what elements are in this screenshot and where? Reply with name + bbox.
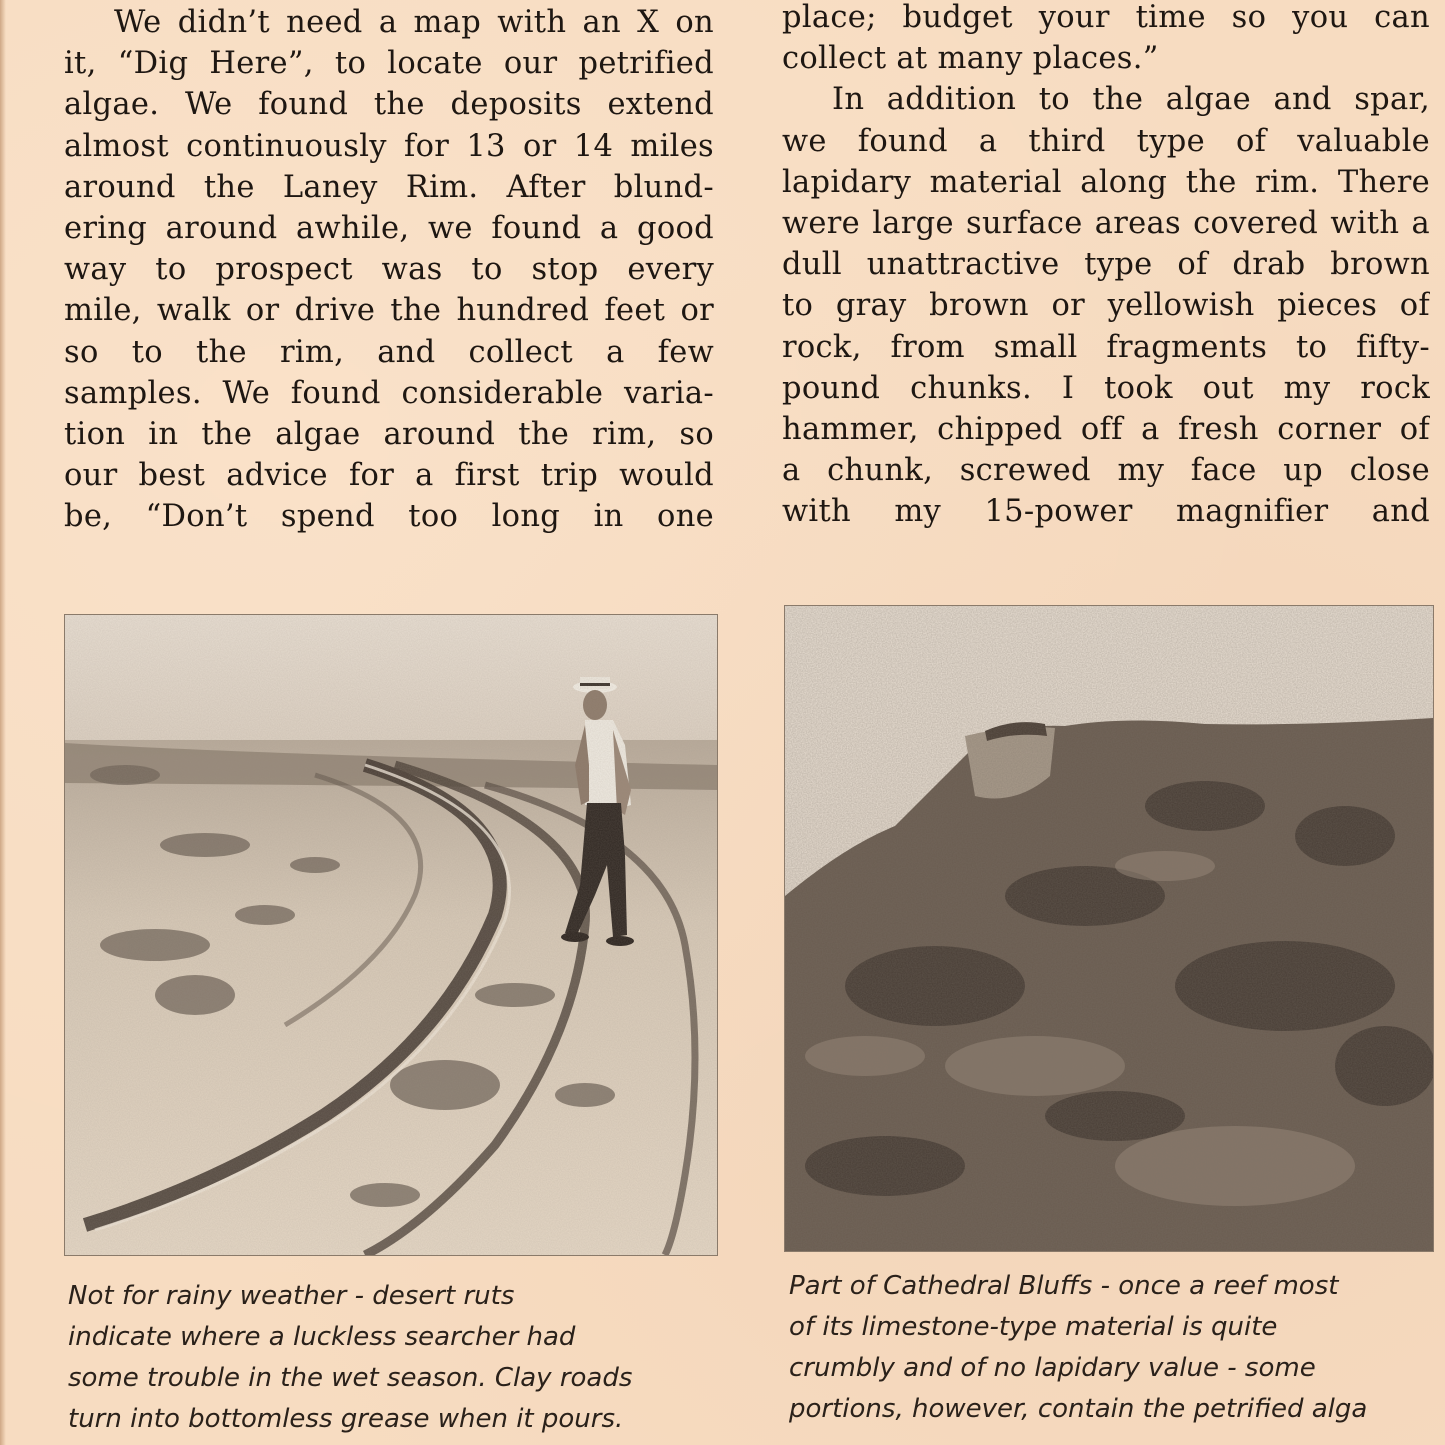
text-line: place; budget your time so you can <box>782 0 1430 35</box>
text-line: our best advice for a first trip would <box>64 458 714 494</box>
text-line: tion in the algae around the rim, so <box>64 417 714 453</box>
photo-cathedral-bluffs <box>784 605 1434 1252</box>
text-line: lapidary material along the rim. There <box>782 164 1430 200</box>
text-line: were large surface areas covered with a <box>782 206 1430 242</box>
article-column-right <box>782 0 1430 533</box>
caption-line: turn into bottomless grease when it pours. <box>68 1404 624 1434</box>
caption-line: crumbly and of no lapidary value - some <box>789 1353 1316 1383</box>
caption-line: some trouble in the wet season. Clay roads <box>68 1363 633 1393</box>
text-line: dull unattractive type of drab brown <box>782 247 1430 283</box>
text-line: samples. We found considerable varia- <box>64 375 714 411</box>
text-line: to gray brown or yellowish pieces of <box>782 288 1430 324</box>
caption-line: Part of Cathedral Bluffs - once a reef most <box>789 1271 1339 1301</box>
text-line: pound chunks. I took out my rock <box>782 370 1430 406</box>
text-line: ering around awhile, we found a good <box>64 211 714 247</box>
text-line: way to prospect was to stop every <box>64 252 714 288</box>
text-line: a chunk, screwed my face up close <box>782 453 1430 489</box>
caption-line: of its limestone-type material is quite <box>789 1312 1278 1342</box>
text-line: hammer, chipped off a fresh corner of <box>782 412 1430 448</box>
text-line: it, “Dig Here”, to locate our petrified <box>64 46 714 82</box>
text-line: be, “Don’t spend too long in one <box>64 499 714 535</box>
article-column-left <box>64 2 714 538</box>
text-line: almost continuously for 13 or 14 miles <box>64 128 714 164</box>
text-line: algae. We found the deposits extend <box>64 87 714 123</box>
text-line: collect at many places.” <box>782 41 1159 77</box>
text-line: we found a third type of valuable <box>782 123 1430 159</box>
text-line: rock, from small fragments to fifty- <box>782 329 1430 365</box>
text-line: We didn’t need a map with an X on <box>114 5 714 40</box>
page-edge <box>0 0 6 1445</box>
text-line: mile, walk or drive the hundred feet or <box>64 293 714 329</box>
text-line: so to the rim, and collect a few <box>64 334 714 370</box>
caption-right <box>789 1266 1445 1430</box>
photo-desert-ruts <box>64 614 718 1256</box>
caption-line: portions, however, contain the petrified alga <box>789 1394 1368 1424</box>
text-line: In addition to the algae and spar, <box>832 82 1430 118</box>
text-line: around the Laney Rim. After blund- <box>64 169 714 205</box>
text-line: with my 15-power magnifier and <box>782 494 1430 530</box>
caption-line: Not for rainy weather - desert ruts <box>68 1281 515 1311</box>
caption-line: indicate where a luckless searcher had <box>68 1322 576 1352</box>
caption-left <box>68 1276 718 1440</box>
